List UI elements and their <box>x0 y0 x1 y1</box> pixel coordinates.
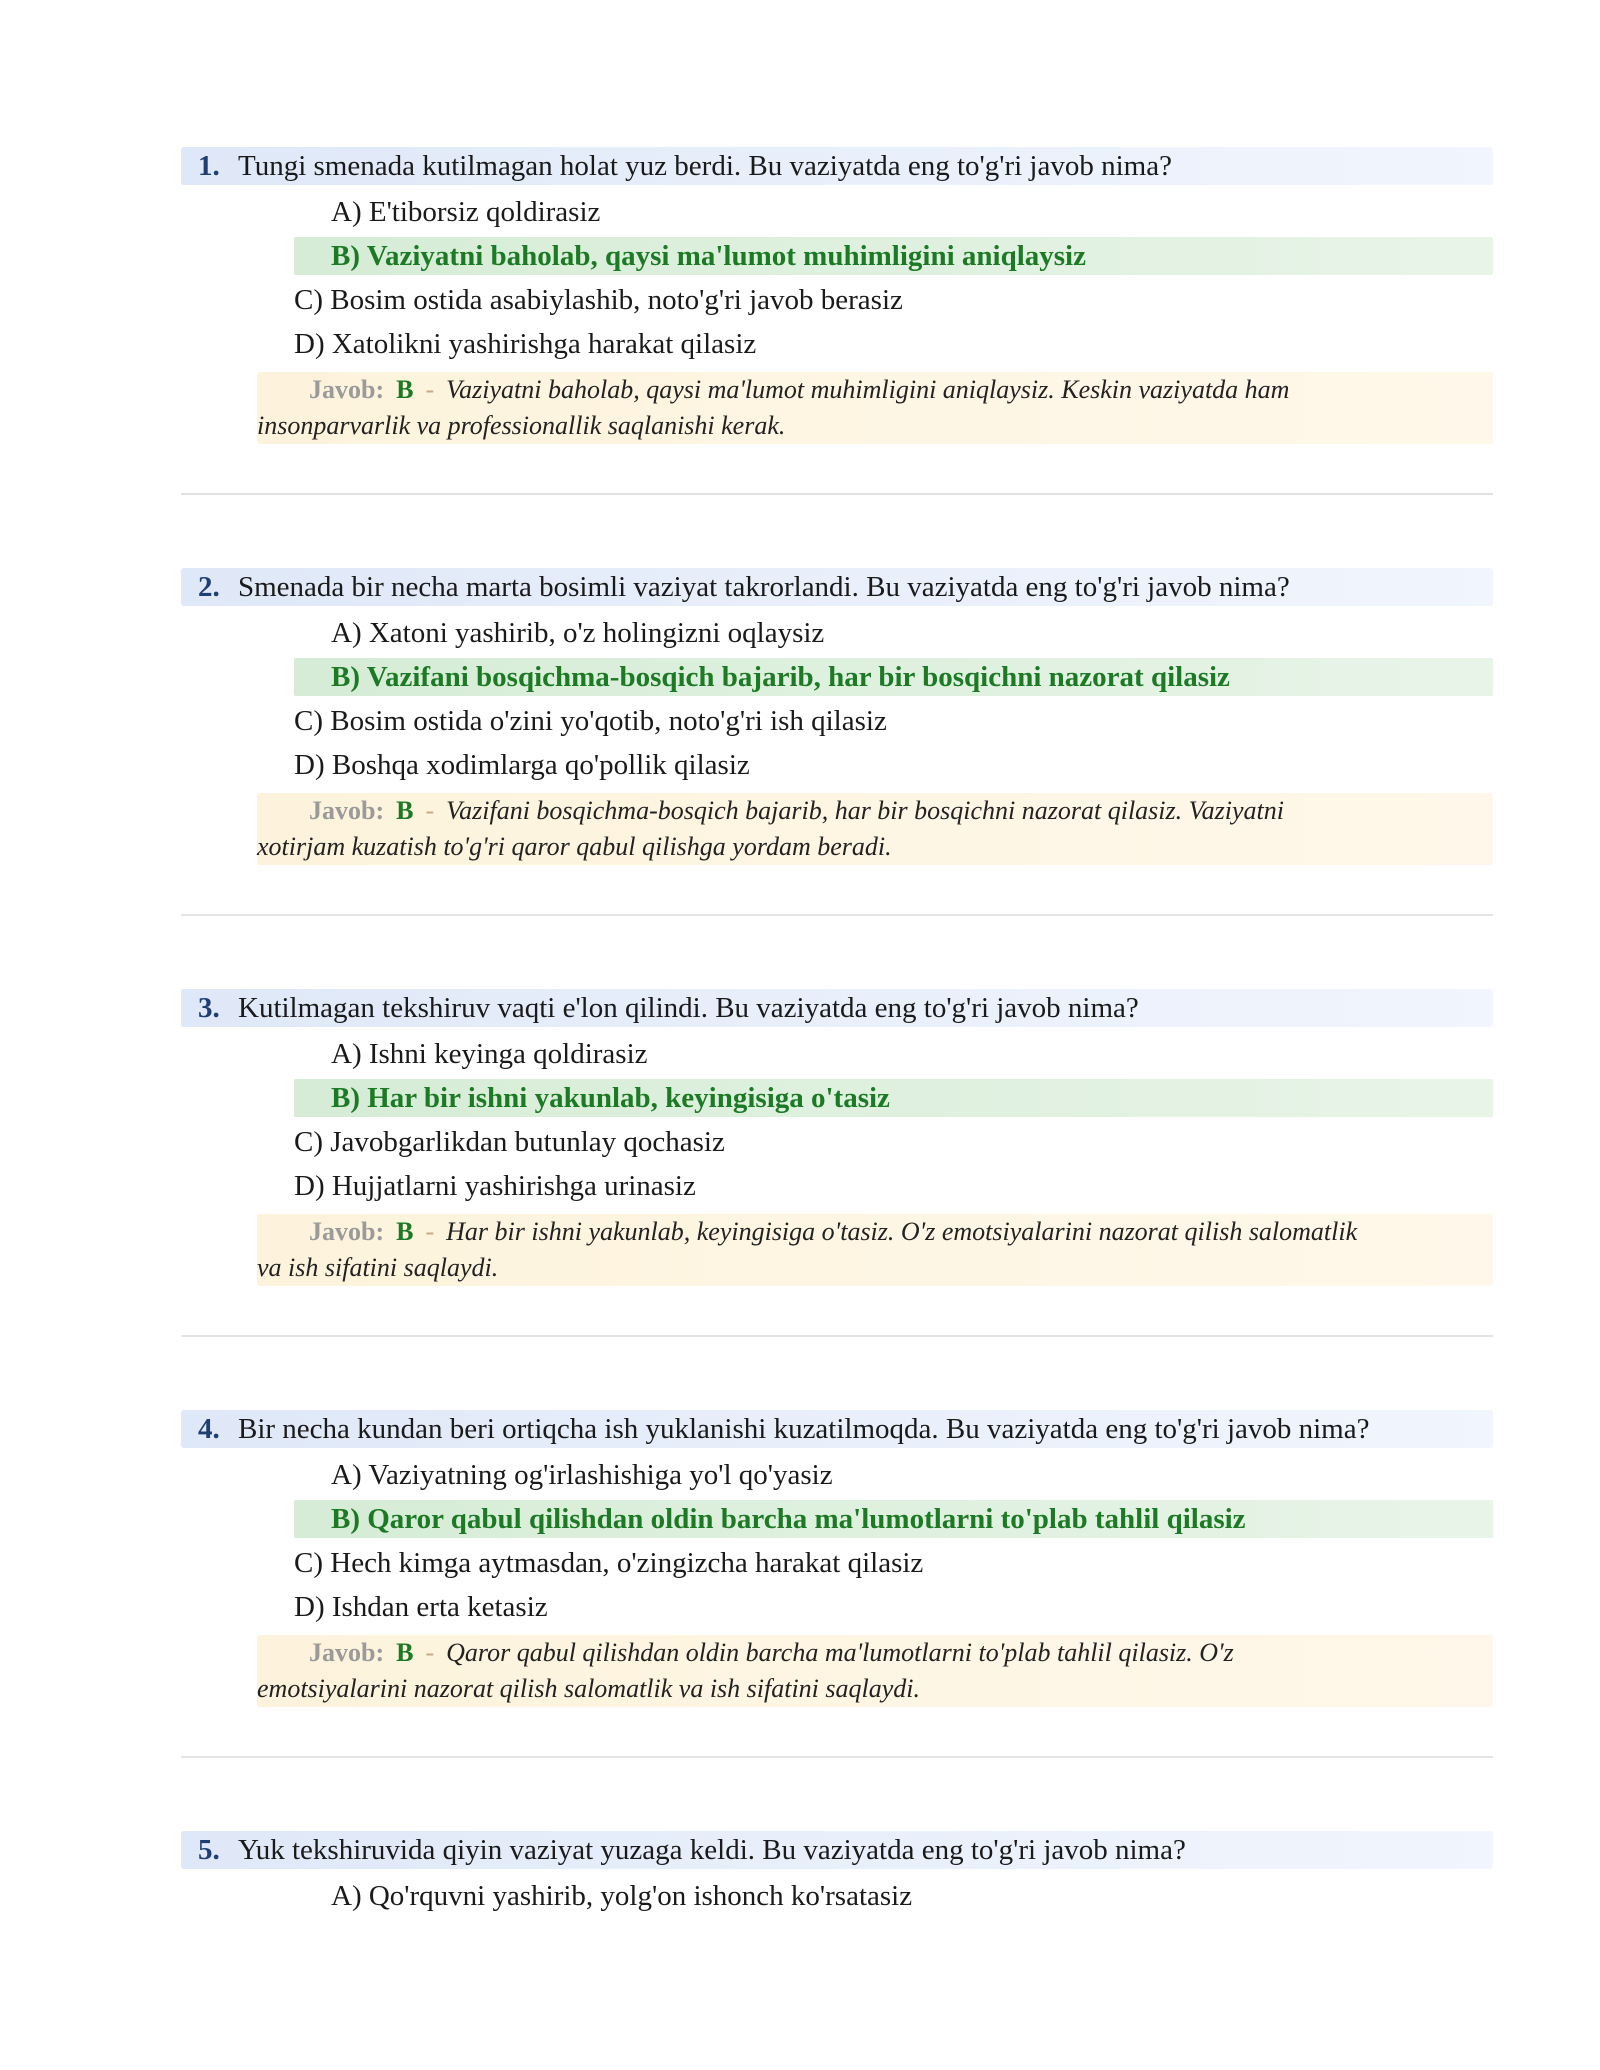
answer-line-2 <box>257 408 785 444</box>
option-d-label: D) Hujjatlarni yashirishga urinasiz <box>294 1169 696 1202</box>
divider <box>181 914 1493 916</box>
answer-explanation <box>257 372 1493 444</box>
question-header <box>181 568 1493 606</box>
question-block <box>0 1410 1600 1830</box>
question-header <box>181 147 1493 185</box>
option-b-correct[interactable] <box>294 658 1493 696</box>
option-d[interactable] <box>294 1588 548 1626</box>
answer-dash: - <box>425 1638 435 1667</box>
option-c-label: C) Hech kimga aytmasdan, o'zingizcha harakat qilasiz <box>294 1546 924 1579</box>
answer-explanation <box>257 1635 1493 1707</box>
answer-text: Vazifani bosqichma-bosqich bajarib, har bir bosqichni nazorat qilasiz. Vaziyatni <box>446 796 1284 825</box>
option-d[interactable] <box>294 746 750 784</box>
option-a-label: A) Xatoni yashirib, o'z holingizni oqlaysiz <box>331 616 825 649</box>
answer-label: Javob: <box>309 1638 385 1667</box>
option-d-label: D) Boshqa xodimlarga qo'pollik qilasiz <box>294 748 750 781</box>
option-b-correct[interactable] <box>294 1500 1493 1538</box>
divider <box>181 493 1493 495</box>
option-c-label: C) Bosim ostida asabiylashib, noto'g'ri javob berasiz <box>294 283 903 316</box>
answer-text-continued: xotirjam kuzatish to'g'ri qaror qabul qilishga yordam beradi. <box>257 832 892 861</box>
answer-explanation <box>257 1214 1493 1286</box>
answer-dash: - <box>425 1217 435 1246</box>
answer-text: Vaziyatni baholab, qaysi ma'lumot muhimligini aniqlaysiz. Keskin vaziyatda ham <box>446 375 1290 404</box>
question-header <box>181 1831 1493 1869</box>
answer-line-1 <box>309 1635 1234 1671</box>
option-c[interactable] <box>294 702 887 740</box>
option-c[interactable] <box>294 1544 923 1582</box>
answer-label: Javob: <box>309 796 385 825</box>
question-text: Bir necha kundan beri ortiqcha ish yuklanishi kuzatilmoqda. Bu vaziyatda eng to'g'ri javob nima? <box>238 1412 1370 1445</box>
answer-letter: B <box>396 375 414 404</box>
option-b-label: B) Qaror qabul qilishdan oldin barcha ma'lumotlarni to'plab tahlil qilasiz <box>331 1502 1246 1535</box>
answer-text-continued: insonparvarlik va professionallik saqlanishi kerak. <box>257 411 786 440</box>
question-text: Smenada bir necha marta bosimli vaziyat takrorlandi. Bu vaziyatda eng to'g'ri javob nima? <box>238 570 1290 603</box>
question-text: Tungi smenada kutilmagan holat yuz berdi. Bu vaziyatda eng to'g'ri javob nima? <box>238 149 1172 182</box>
answer-letter: B <box>396 1217 414 1246</box>
option-a-label: A) Ishni keyinga qoldirasiz <box>331 1037 648 1070</box>
answer-dash: - <box>425 375 435 404</box>
question-number: 3. <box>198 991 220 1024</box>
divider <box>181 1756 1493 1758</box>
answer-label: Javob: <box>309 1217 385 1246</box>
option-c[interactable] <box>294 1123 725 1161</box>
question-block <box>0 147 1600 567</box>
answer-line-1 <box>309 372 1289 408</box>
answer-text: Har bir ishni yakunlab, keyingisiga o'tasiz. O'z emotsiyalarini nazorat qilish salomatlik <box>446 1217 1358 1246</box>
option-a[interactable] <box>331 1035 648 1073</box>
answer-line-2 <box>257 1671 920 1707</box>
option-d-label: D) Ishdan erta ketasiz <box>294 1590 548 1623</box>
question-text: Kutilmagan tekshiruv vaqti e'lon qilindi. Bu vaziyatda eng to'g'ri javob nima? <box>238 991 1139 1024</box>
answer-line-1 <box>309 1214 1357 1250</box>
option-a[interactable] <box>331 614 824 652</box>
option-b-label: B) Vaziyatni baholab, qaysi ma'lumot muhimligini aniqlaysiz <box>331 239 1086 272</box>
answer-label: Javob: <box>309 375 385 404</box>
option-d[interactable] <box>294 325 756 363</box>
question-number: 2. <box>198 570 220 603</box>
question-header <box>181 1410 1493 1448</box>
question-block <box>0 989 1600 1409</box>
option-c-label: C) Bosim ostida o'zini yo'qotib, noto'g'ri ish qilasiz <box>294 704 887 737</box>
option-b-correct[interactable] <box>294 237 1493 275</box>
option-b-label: B) Vazifani bosqichma-bosqich bajarib, har bir bosqichni nazorat qilasiz <box>331 660 1230 693</box>
question-block <box>0 568 1600 988</box>
divider <box>181 1335 1493 1337</box>
option-a[interactable] <box>331 1456 833 1494</box>
answer-explanation <box>257 793 1493 865</box>
answer-dash: - <box>425 796 435 825</box>
question-text: Yuk tekshiruvida qiyin vaziyat yuzaga keldi. Bu vaziyatda eng to'g'ri javob nima? <box>238 1833 1186 1866</box>
answer-letter: B <box>396 796 414 825</box>
option-b-correct[interactable] <box>294 1079 1493 1117</box>
answer-line-1 <box>309 793 1284 829</box>
question-block <box>0 1831 1600 1951</box>
option-a[interactable] <box>331 1877 912 1915</box>
question-header <box>181 989 1493 1027</box>
option-a[interactable] <box>331 193 600 231</box>
answer-text-continued: va ish sifatini saqlaydi. <box>257 1253 499 1282</box>
question-number: 1. <box>198 149 220 182</box>
answer-text: Qaror qabul qilishdan oldin barcha ma'lumotlarni to'plab tahlil qilasiz. O'z <box>446 1638 1234 1667</box>
answer-line-2 <box>257 1250 498 1286</box>
question-number: 4. <box>198 1412 220 1445</box>
option-c-label: C) Javobgarlikdan butunlay qochasiz <box>294 1125 725 1158</box>
question-number: 5. <box>198 1833 220 1866</box>
answer-line-2 <box>257 829 892 865</box>
option-d[interactable] <box>294 1167 696 1205</box>
option-c[interactable] <box>294 281 903 319</box>
option-b-label: B) Har bir ishni yakunlab, keyingisiga o'tasiz <box>331 1081 890 1114</box>
answer-letter: B <box>396 1638 414 1667</box>
option-a-label: A) Vaziyatning og'irlashishiga yo'l qo'yasiz <box>331 1458 833 1491</box>
option-d-label: D) Xatolikni yashirishga harakat qilasiz <box>294 327 757 360</box>
option-a-label: A) Qo'rquvni yashirib, yolg'on ishonch ko'rsatasiz <box>331 1879 913 1912</box>
option-a-label: A) E'tiborsiz qoldirasiz <box>331 195 601 228</box>
answer-text-continued: emotsiyalarini nazorat qilish salomatlik va ish sifatini saqlaydi. <box>257 1674 921 1703</box>
